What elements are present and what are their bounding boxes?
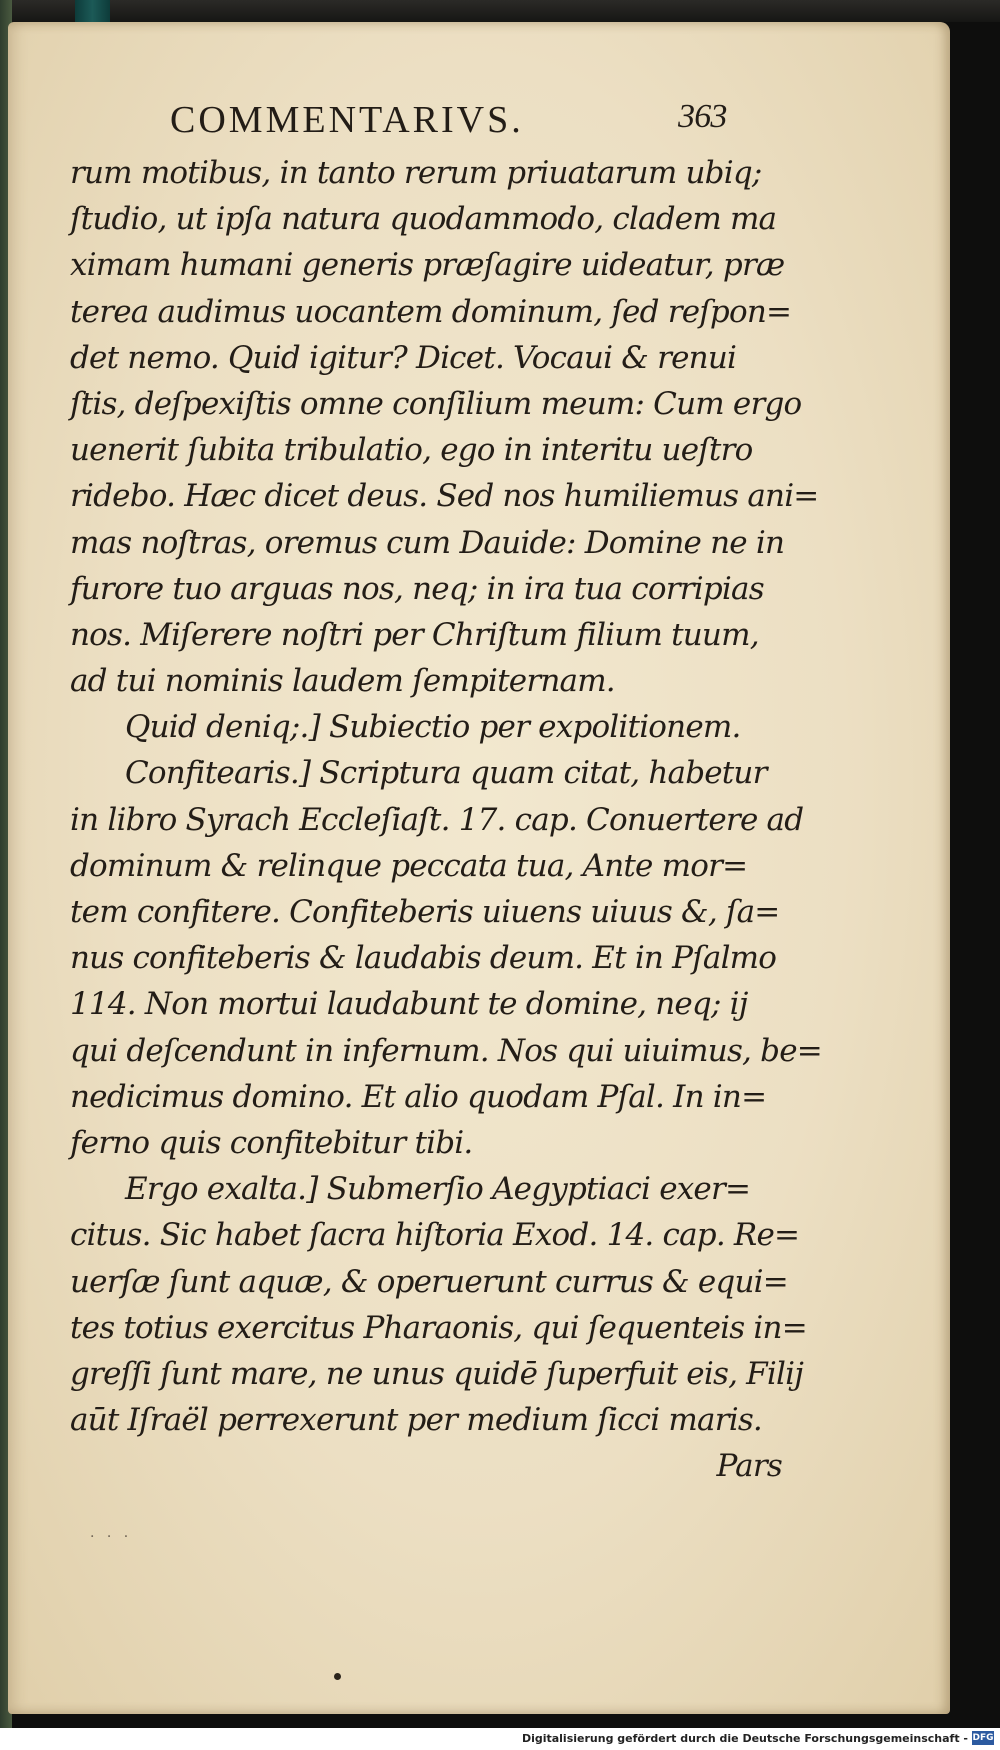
- text-line: ridebo. Hæc dicet deus. Sed nos humiliemus ani=: [70, 478, 819, 515]
- stray-ink-marks: · · ·: [90, 1529, 133, 1545]
- text-line: nus confiteberis & laudabis deum. Et in Pſalmo: [70, 940, 777, 977]
- text-line: nos. Miſerere noſtri per Chriſtum filium tuum,: [70, 616, 759, 653]
- text-line: det nemo. Quid igitur? Dicet. Vocaui & renui: [70, 339, 737, 376]
- text-line: 114. Non mortui laudabunt te domine, neq; ij: [70, 986, 748, 1023]
- scan-top-edge: [0, 0, 1000, 22]
- text-line: greſſi ſunt mare, ne unus quidē ſuperfuit eis, Filij: [70, 1355, 804, 1392]
- page-text-block: [70, 90, 822, 1489]
- text-line: ſtudio, ut ipſa natura quodammodo, cladem ma: [70, 201, 777, 238]
- text-line: rum motibus, in tanto rerum priuatarum ubiq;: [70, 155, 762, 191]
- text-line: mas noſtras, oremus cum Dauide: Domine ne in: [70, 524, 785, 561]
- text-line: in libro Syrach Eccleſiaſt. 17. cap. Conuertere ad: [70, 801, 804, 838]
- text-line: furore tuo arguas nos, neq; in ira tua corripias: [70, 570, 764, 607]
- text-line: tes totius exercitus Pharaonis, qui ſequenteis in=: [70, 1309, 807, 1346]
- text-line: ſtis, deſpexiſtis omne conſilium meum: Cum ergo: [70, 385, 802, 422]
- text-line: tem confitere. Confiteberis uiuens uiuus &, ſa=: [70, 894, 780, 930]
- text-line: uenerit ſubita tribulatio, ego in interitu ueſtro: [70, 432, 753, 469]
- book-page: [8, 22, 950, 1714]
- text-line: Confitearis.] Scriptura quam citat, habetur: [125, 755, 767, 792]
- catchword: Pars: [716, 1448, 782, 1485]
- book-strap: [75, 0, 110, 22]
- text-line: Quid deniq;.] Subiectio per expolitionem.: [125, 709, 741, 746]
- footer-credit: Digitalisierung gefördert durch die Deutsche Forschungsgemeinschaft -: [521, 1732, 968, 1745]
- text-line: nedicimus domino. Et alio quodam Pſal. In in=: [70, 1078, 767, 1115]
- text-line: Ergo exalta.] Submerſio Aegyptiaci exer=: [125, 1171, 751, 1208]
- text-line: dominum & relinque peccata tua, Ante mor=: [70, 847, 748, 884]
- text-line: ximam humani generis præſagire uideatur, præ: [70, 247, 785, 284]
- text-line: terea audimus uocantem dominum, ſed reſpon=: [70, 293, 792, 330]
- text-line: ferno quis confitebitur tibi.: [70, 1124, 473, 1161]
- running-head: [70, 90, 782, 150]
- ink-dot: [334, 1673, 341, 1680]
- running-title: COMMENTARIVS.: [170, 99, 524, 141]
- text-line: uerſæ ſunt aquæ, & operuerunt currus & equi=: [70, 1263, 788, 1300]
- page-number: 363: [678, 98, 727, 135]
- text-line: qui deſcendunt in infernum. Nos qui uiuimus, be=: [70, 1032, 822, 1069]
- text-line: aūt Iſraël perrexerunt per medium ſicci maris.: [70, 1402, 762, 1439]
- text-line: citus. Sic habet ſacra hiſtoria Exod. 14. cap. Re=: [70, 1217, 800, 1254]
- dfg-logo-icon: DFG: [972, 1733, 994, 1743]
- text-line: ad tui nominis laudem ſempiternam.: [70, 663, 615, 700]
